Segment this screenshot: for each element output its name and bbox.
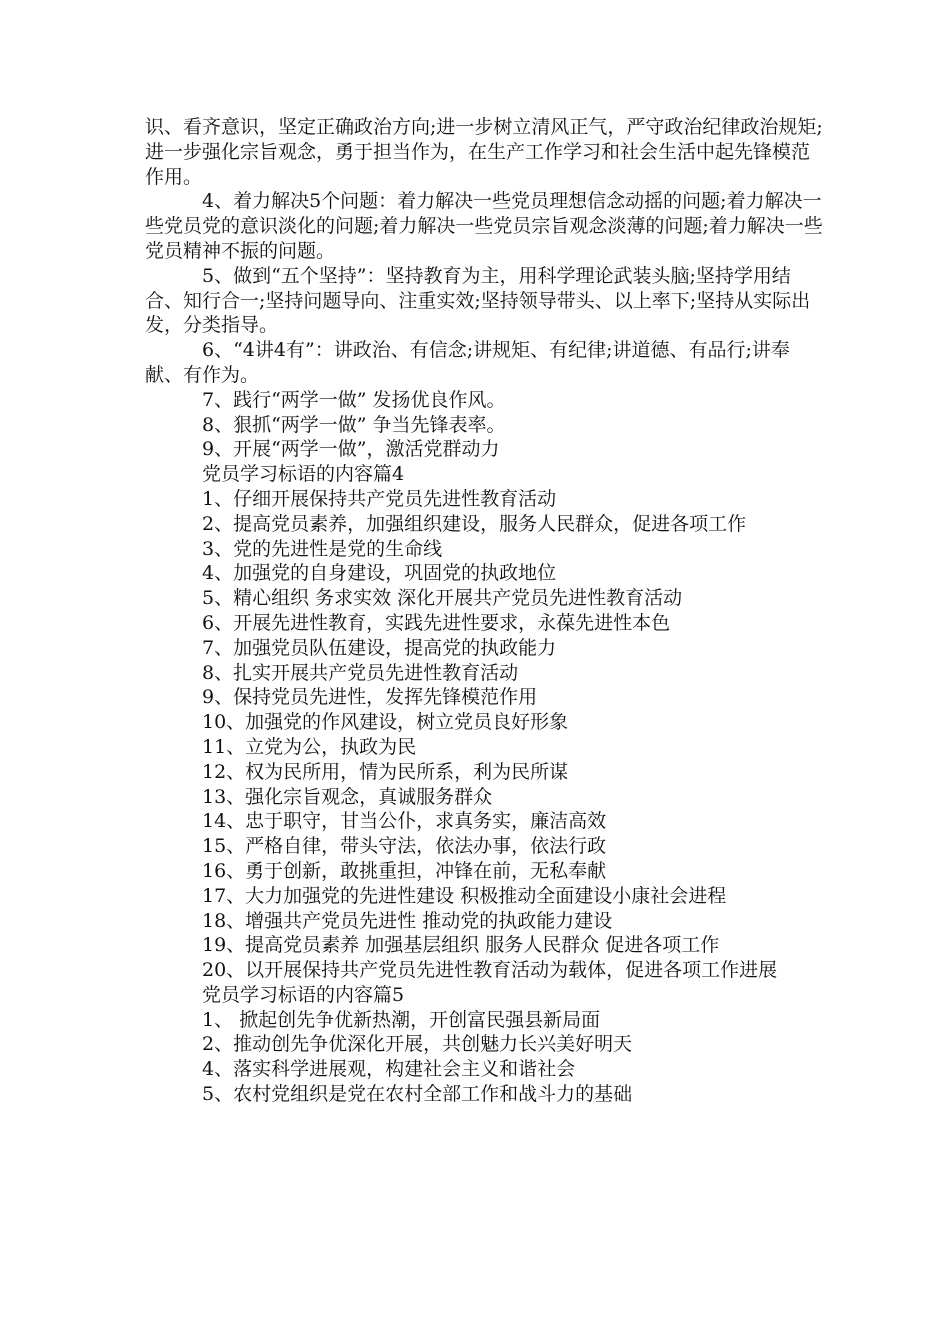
- list-item: 4、着力解决5个问题：着力解决一些党员理想信念动摇的问题;着力解决一些党员党的意识淡化的问题;着力解决一些党员宗旨观念淡薄的问题;着力解决一些党员精神不振的问题。: [145, 190, 823, 262]
- list-item: 5、农村党组织是党在农村全部工作和战斗力的基础: [202, 1083, 633, 1106]
- list-item: 6、开展先进性教育，实践先进性要求，永葆先进性本色: [202, 611, 671, 634]
- list-item: 9、开展“两学一做”，激活党群动力: [202, 438, 500, 461]
- list-item: 2、推动创先争优深化开展，共创魅力长兴美好明天: [202, 1033, 633, 1056]
- list-item: 3、党的先进性是党的生命线: [202, 537, 443, 560]
- list-item: 8、扎实开展共产党员先进性教育活动: [202, 661, 519, 684]
- list-item: 15、严格自律，带头守法，依法办事，依法行政: [202, 835, 607, 858]
- list-item: 14、忠于职守，甘当公仆，求真务实，廉洁高效: [202, 810, 607, 833]
- list-item: 1、 掀起创先争优新热潮，开创富民强县新局面: [202, 1008, 601, 1031]
- section-heading: 党员学习标语的内容篇4: [202, 463, 405, 486]
- list-item: 10、加强党的作风建设，树立党员良好形象: [202, 711, 569, 734]
- list-item: 13、强化宗旨观念，真诚服务群众: [202, 785, 493, 808]
- list-item: 4、加强党的自身建设，巩固党的执政地位: [202, 562, 557, 585]
- list-item: 11、立党为公，执政为民: [202, 735, 417, 758]
- list-item: 12、权为民所用，情为民所系，利为民所谋: [202, 760, 569, 783]
- list-item: 16、勇于创新，敢挑重担，冲锋在前，无私奉献: [202, 859, 607, 882]
- list-item: 4、落实科学进展观，构建社会主义和谐社会: [202, 1058, 576, 1081]
- paragraph-continuation: 识、看齐意识，坚定正确政治方向;进一步树立清风正气，严守政治纪律政治规矩;进一步强化宗旨观念，勇于担当作为，在生产工作学习和社会生活中起先锋模范作用。: [145, 116, 823, 188]
- list-item: 9、保持党员先进性，发挥先锋模范作用: [202, 686, 538, 709]
- list-item: 17、大力加强党的先进性建设 积极推动全面建设小康社会进程: [202, 884, 727, 907]
- document-body: [145, 115, 825, 1107]
- list-item: 20、以开展保持共产党员先进性教育活动为载体，促进各项工作进展: [202, 959, 778, 982]
- list-item: 8、狠抓“两学一做” 争当先锋表率。: [202, 413, 506, 436]
- list-item: 5、精心组织 务求实效 深化开展共产党员先进性教育活动: [202, 587, 683, 610]
- list-item: 2、提高党员素养，加强组织建设，服务人民群众，促进各项工作: [202, 512, 747, 535]
- list-item: 5、做到“五个坚持”：坚持教育为主，用科学理论武装头脑;坚持学用结合、知行合一;坚持问题导向、注重实效;坚持领导带头、以上率下;坚持从实际出发，分类指导。: [145, 264, 811, 337]
- section-heading: 党员学习标语的内容篇5: [202, 983, 405, 1006]
- list-item: 18、增强共产党员先进性 推动党的执政能力建设: [202, 909, 613, 932]
- list-item: 6、“4讲4有”：讲政治、有信念;讲规矩、有纪律;讲道德、有品行;讲奉献、有作为。: [145, 339, 790, 386]
- list-item: 7、加强党员队伍建设，提高党的执政能力: [202, 636, 557, 659]
- list-item: 19、提高党员素养 加强基层组织 服务人民群众 促进各项工作: [202, 934, 720, 957]
- list-item: 1、仔细开展保持共产党员先进性教育活动: [202, 487, 557, 510]
- list-item: 7、践行“两学一做” 发扬优良作风。: [202, 388, 506, 411]
